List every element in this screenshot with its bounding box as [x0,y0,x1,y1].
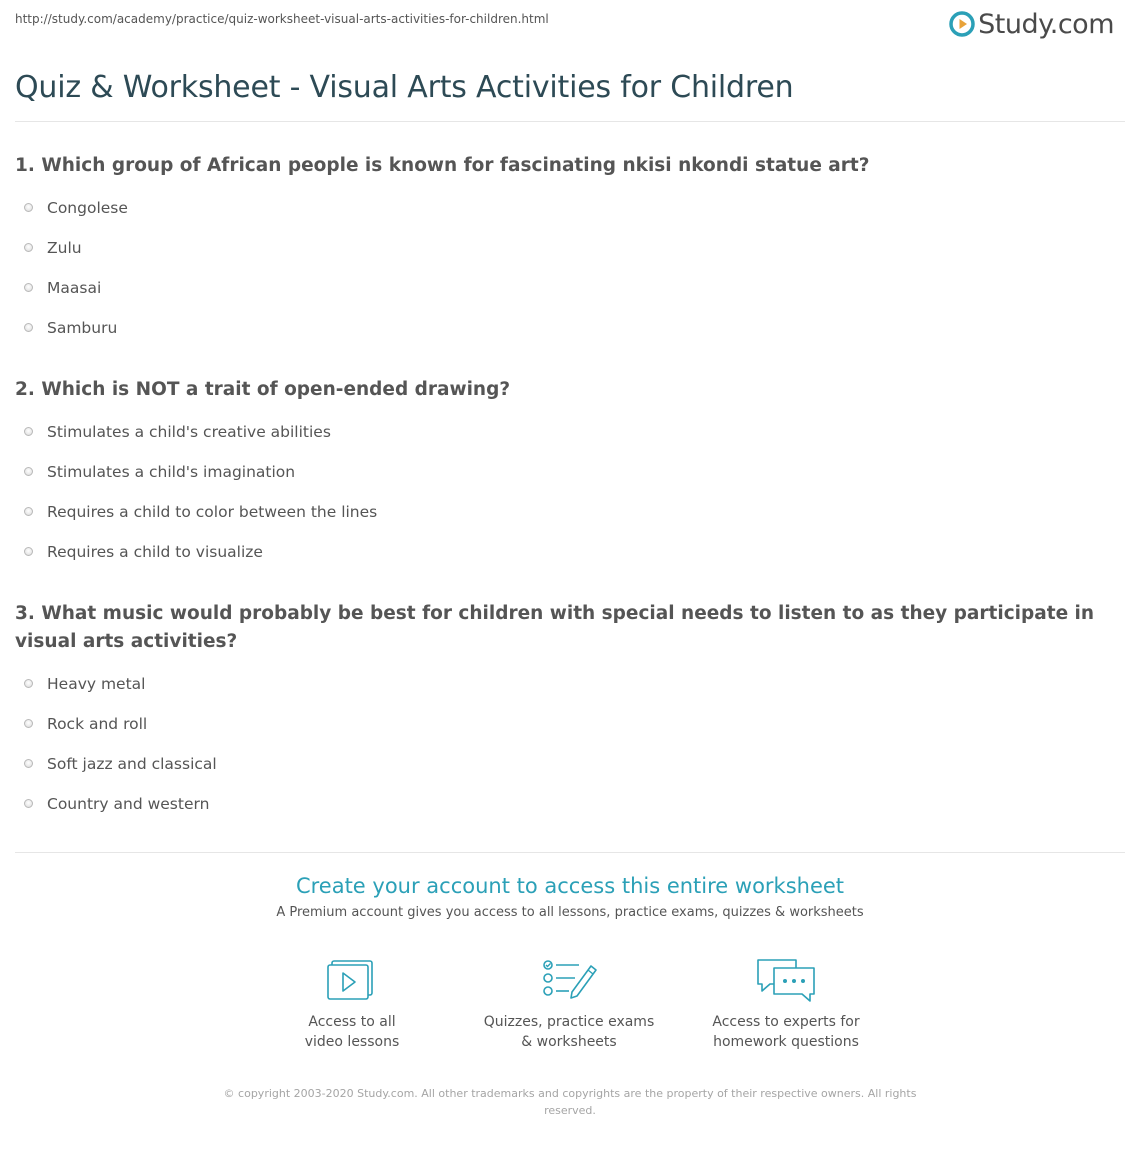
answer-option[interactable] [15,492,1105,532]
answer-options [15,664,1105,824]
feature-label: Access to all video lessons [304,1014,400,1050]
radio-button-icon[interactable] [24,467,33,476]
feature-experts [686,956,886,1052]
question-1 [15,152,1105,348]
page-title: Quiz & Worksheet - Visual Arts Activities for Children [15,70,794,105]
answer-option[interactable] [15,532,1105,572]
radio-button-icon[interactable] [24,203,33,212]
chat-bubbles-icon [754,956,818,1004]
radio-button-icon[interactable] [24,283,33,292]
radio-button-icon[interactable] [24,323,33,332]
radio-button-icon[interactable] [24,547,33,556]
answer-label: Maasai [47,279,102,297]
feature-label: Quizzes, practice exams & worksheets [483,1014,655,1050]
answer-label: Soft jazz and classical [47,755,217,773]
answer-options [15,188,1105,348]
video-lesson-icon [324,956,380,1004]
create-account-link[interactable]: Create your account to access this entire worksheet [295,874,845,898]
radio-button-icon[interactable] [24,799,33,808]
answer-label: Requires a child to color between the lines [47,503,378,521]
answer-label: Stimulates a child's creative abilities [47,423,331,441]
answer-label: Samburu [47,319,118,337]
radio-button-icon[interactable] [24,427,33,436]
radio-button-icon[interactable] [24,507,33,516]
copyright-notice: © copyright 2003-2020 Study.com. All other trademarks and copyrights are the property of their respective owners. All rights reserved. [223,1087,917,1117]
radio-button-icon[interactable] [24,243,33,252]
question-text: 1. Which group of African people is known for fascinating nkisi nkondi statue art? [15,155,870,176]
question-text: 3. What music would probably be best for children with special needs to listen to as they participate in visual arts activities? [15,603,1095,652]
answer-label: Country and western [47,795,210,813]
feature-video-lessons [252,956,452,1052]
answer-option[interactable] [15,704,1105,744]
premium-description: A Premium account gives you access to all lessons, practice exams, quizzes & worksheets [276,905,864,920]
radio-button-icon[interactable] [24,759,33,768]
answer-label: Heavy metal [47,675,146,693]
answer-label: Stimulates a child's imagination [47,463,296,481]
answer-option[interactable] [15,452,1105,492]
answer-option[interactable] [15,412,1105,452]
answer-option[interactable] [15,188,1105,228]
answer-option[interactable] [15,268,1105,308]
question-3 [15,600,1105,824]
question-text: 2. Which is NOT a trait of open-ended drawing? [15,379,511,400]
feature-label: Access to experts for homework questions [712,1014,860,1050]
answer-option[interactable] [15,664,1105,704]
answer-label: Rock and roll [47,715,148,733]
answer-option[interactable] [15,228,1105,268]
play-circle-icon [949,11,975,37]
question-2 [15,376,1105,572]
answer-option[interactable] [15,784,1105,824]
page-url: http://study.com/academy/practice/quiz-worksheet-visual-arts-activities-for-children.html [15,12,549,26]
study-logo[interactable] [949,6,1114,42]
section-divider [15,852,1125,853]
answer-options [15,412,1105,572]
radio-button-icon[interactable] [24,679,33,688]
logo-text: Study.com [978,8,1114,40]
radio-button-icon[interactable] [24,719,33,728]
answer-option[interactable] [15,744,1105,784]
quiz-checklist-icon [539,956,599,1004]
answer-label: Zulu [47,239,82,257]
title-divider [15,121,1125,122]
answer-option[interactable] [15,308,1105,348]
answer-label: Requires a child to visualize [47,543,263,561]
feature-quizzes [469,956,669,1052]
answer-label: Congolese [47,199,128,217]
